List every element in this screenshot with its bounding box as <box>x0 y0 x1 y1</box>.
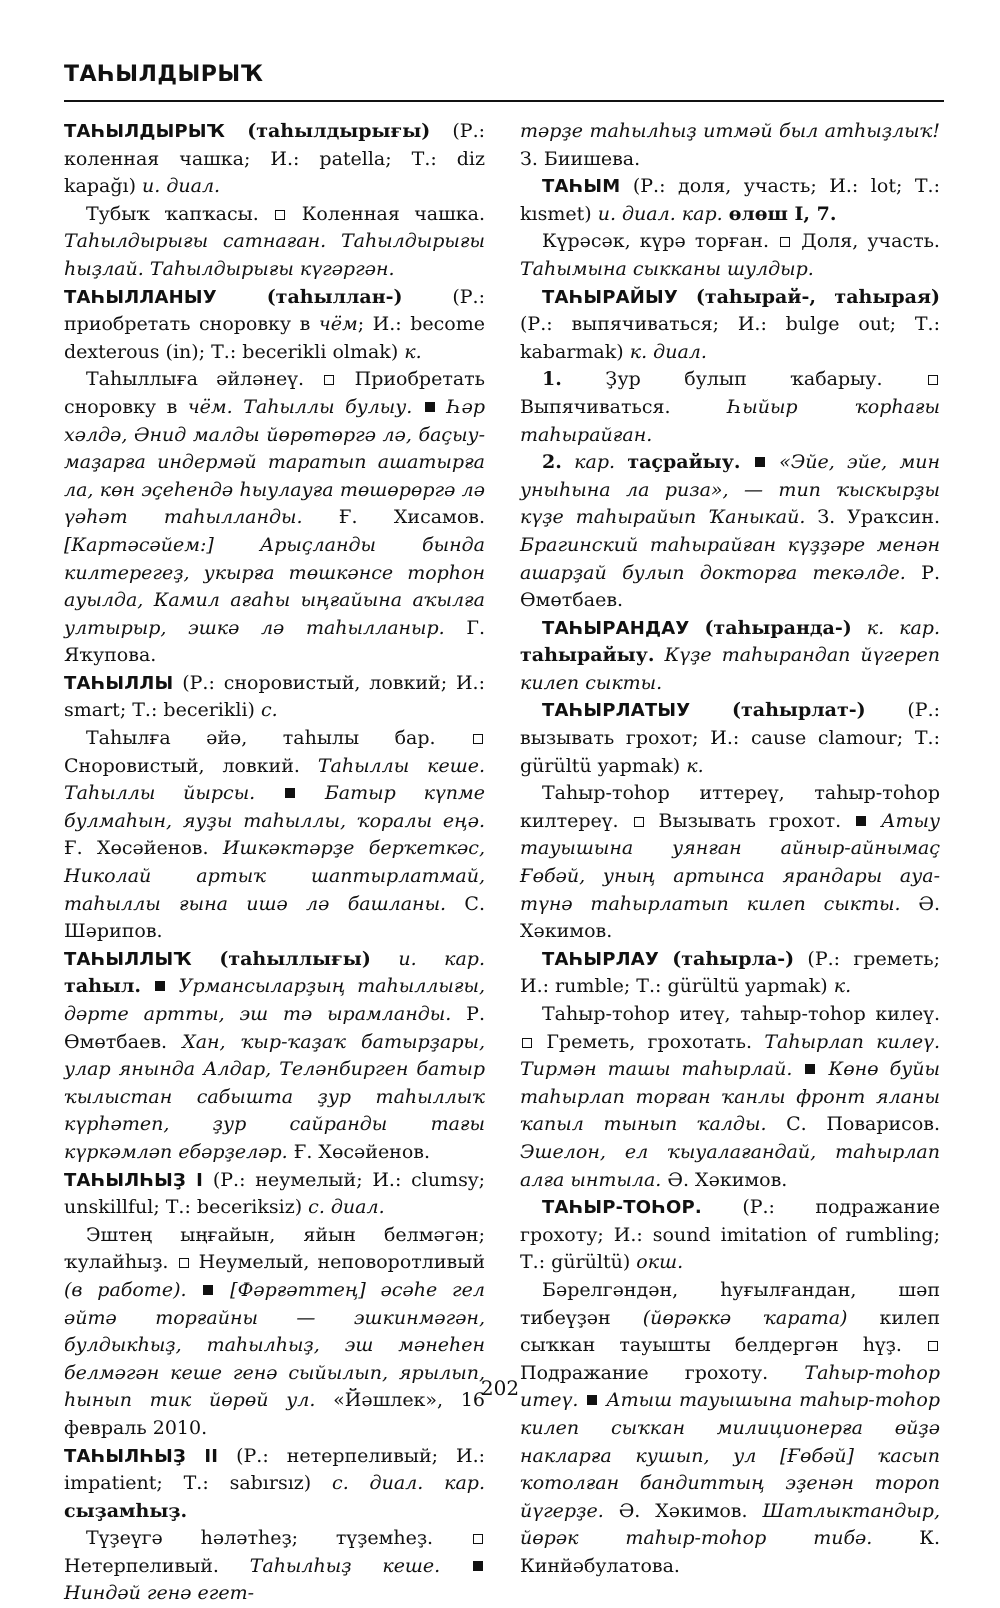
headword: ТАҺЫРАНДАУ <box>542 617 690 639</box>
sense: Бәрелгәндән, һуғылғандан, шәп тибеүҙән (йөрәккә ҡарата) килеп сыҡкан тауышты белдергән һүҙ. Подражание грохоту. Таһыр-тоһор итеү. Атыш тауышына таһыр-тоһор килеп сыҡкан милиционерға өйҙә накларға кушып, ул [Ғөбәй] ҡасып ҡотолған бандиттың эҙенән тороп йүгерҙе. Ә. Хәкимов. Шатлыктандыр, йөрәк таһыр-тоһор тибә. К. Кинйәбулатова. <box>520 1278 941 1577</box>
entry-tahylhyz-2: ТАҺЫЛҺЫҘ II (Р.: нетерпеливый; И.: impatient; Т.: sabırsız) с. диал. кар. сыҙамһыҙ. <box>64 1444 486 1522</box>
headword: ТАҺЫЛЛАНЫУ <box>64 286 217 308</box>
white-square-icon <box>473 1534 483 1544</box>
entry-tahyrandau: ТАҺЫРАНДАУ (таһыранда-) к. кар. таһырайыу. Күҙе таһырандап йүгереп килеп сыкты. <box>520 616 940 694</box>
black-square-icon <box>285 788 295 798</box>
sense: Таһыр-тоһор итеү, таһыр-тоһор килеү. Греметь, грохотать. Таһырлап килеү. Тирмән ташы таһырлай. Көнө буйы таһырлап торған ҡанлы фронт яланы ҡапыл тынып ҡалды. С. Поварисов. Эшелон, ел ҡыуалағандай, таһырлап алға ынтыла. Ә. Хәкимов. <box>520 1003 940 1191</box>
black-square-icon <box>203 1285 213 1295</box>
black-square-icon <box>155 981 165 991</box>
headword: ТАҺЫЛДЫРЫҠ <box>64 121 226 142</box>
entry-tahyrlau: ТАҺЫРЛАУ (таһырла-) (Р.: греметь; И.: rumble; Т.: gürültü yapmak) к. <box>520 947 940 998</box>
headword: ТАҺЫЛЛЫ <box>64 672 174 694</box>
continuation: тәрҙе таһылһыҙ итмәй был атһыҙлыҡ! З. Биишева. <box>520 120 940 170</box>
white-square-icon <box>928 1341 938 1351</box>
grammar-form: (таһылдырығы) <box>247 120 431 142</box>
black-square-icon <box>856 816 866 826</box>
headword: ТАҺЫРАЙЫУ <box>542 286 678 308</box>
header-rule <box>64 100 944 102</box>
white-square-icon <box>928 375 938 385</box>
entry-tahyldyryk <box>64 118 485 201</box>
headword: ТАҺЫРЛАТЫУ <box>542 700 691 722</box>
sense-2: 2. кар. таҫрайыу. «Эйе, эйе, мин уныһына ла риза», — тип ҡыскырҙы күҙе таһырайып Ҡаныкай. З. Ураҡсин. Брагинский таһырайған күҙҙәре менән ашарҙай булып докторға текәлде. Р. Өмөтбаев. <box>520 451 941 612</box>
entry-tahylhyz-1: ТАҺЫЛҺЫҘ I (Р.: неумелый; И.: clumsy; unskillful; Т.: beceriksiz) с. диал. <box>64 1168 486 1219</box>
entry-tahylly: ТАҺЫЛЛЫ (Р.: сноровистый, ловкий; И.: smart; Т.: becerikli) с. <box>64 671 485 722</box>
translations: (Р.: коленная чашка; И.: patella; Т.: diz kapağı) <box>64 120 486 198</box>
entry-tahym: ТАҺЫМ (Р.: доля, участь; И.: lot; Т.: kısmet) и. диал. кар. өлөш I, 7. <box>520 175 940 225</box>
black-square-icon <box>805 1064 815 1074</box>
black-square-icon <box>755 457 765 467</box>
sense: Тубыҡ ҡапҡасы. Коленная чашка. Таһылдырығы сатнаған. Таһылдырығы һыҙлай. Таһылдырығы күгәргән. <box>64 202 486 280</box>
headword: ТАҺЫЛҺЫҘ I <box>64 1169 204 1191</box>
sense: Түҙеүгә һәләтһеҙ; түҙемһеҙ. Нетерпеливый. Таһылһыҙ кеше. Ниндәй генә егет- <box>64 1525 485 1608</box>
headword: ТАҺЫР-ТОҺОР. <box>542 1197 702 1219</box>
black-square-icon <box>473 1561 483 1571</box>
white-square-icon <box>780 237 790 247</box>
white-square-icon <box>473 734 483 744</box>
black-square-icon <box>425 402 435 412</box>
headword: ТАҺЫМ <box>542 176 621 198</box>
entry-tahyrajyu: ТАҺЫРАЙЫУ (таһырай-, таһырая) (Р.: выпячиваться; И.: bulge out; Т.: kabarmak) к. диал. <box>520 285 940 363</box>
sense: Таһылға әйә, таһылы бар. Сноровистый, ловкий. Таһыллы кеше. Таһыллы йырсы. Батыр күпме булмаһын, яуҙы таһыллы, ҡоралы еңә. Ғ. Хөсәйенов. Ишкәктәрҙе берҡеткәс, Николай артыҡ шаптырлатмай, таһыллы ғына ишә лә башланы. С. Шәрипов. <box>64 727 486 943</box>
entry-tahyllanyu: ТАҺЫЛЛАНЫУ (таһыллан-) (Р.: приобретать сноровку в чём; И.: become dexterous (in); Т.: becerikli olmak) к. <box>64 285 485 363</box>
pos-label: и. диал. <box>142 175 221 198</box>
right-column <box>520 118 941 1577</box>
white-square-icon <box>275 210 285 220</box>
entry-tahyr-tohor: ТАҺЫР-ТОҺОР. (Р.: подражание грохоту; И.: sound imitation of rumbling; Т.: gürültü) окш. <box>520 1196 940 1274</box>
white-square-icon <box>522 1038 532 1048</box>
white-square-icon <box>324 375 334 385</box>
running-head: ТАҺЫЛДЫРЫҠ <box>64 62 264 87</box>
white-square-icon <box>179 1258 189 1268</box>
left-column <box>64 118 486 1605</box>
headword: ТАҺЫРЛАУ <box>542 948 659 970</box>
page-number: 202 <box>480 1376 520 1400</box>
sense: Таһыр-тоһор иттереү, таһыр-тоһор килтереү. Вызывать грохот. Атыу тауышына уянған айныр-айнымаҫ Ғөбәй, уның артынса ярандары ауа-түнә таһырлатып килеп сыкты. Ә. Хәкимов. <box>520 782 940 943</box>
sense: Таһыллыға әйләнеү. Приобретать сноровку в чём. Таһыллы булыу. Һәр хәлдә, Әнид малды йөрөтөргә лә, баҫыу-маҙарға индермәй таратып ашатырға ла, көн эҫеһендә һыулауға төшөрөргә лә үәһәт таһылланды. Ғ. Хисамов. [Картәсәйем:] Арыҫланды бында килтерегеҙ, укырға төшкәнсе торһон ауылда, Камил ағаһы ыңғайына аҡылға ултырыр, эшкә лә таһылланыр. Г. Яҡупова. <box>64 368 486 667</box>
sense: Эштең ыңғайын, яйын белмәгән; ҡулайһыҙ. Неумелый, неповоротливый (в работе). [Фәрғәттең] әсәһе гел әйтә торғайны — эшкинмәгән, булдыкһыҙ, таһылһыҙ, эш мәнеһен белмәгән кеше генә сыйылып, ярылып, һынып тик йөрөй ул. «Йәшлек», 16 февраль 2010. <box>64 1223 485 1439</box>
headword: ТАҺЫЛЛЫҠ <box>64 948 192 970</box>
entry-tahyrlatyu: ТАҺЫРЛАТЫУ (таһырлат-) (Р.: вызывать грохот; И.: cause clamour; Т.: gürültü yapmak) к. <box>520 699 941 777</box>
entry-tahyllyk: ТАҺЫЛЛЫҠ (таһыллығы) и. кар. таһыл. Урмансыларҙың таһыллығы, дәрте артты, эш тә ырамланды. Р. Өмөтбаев. Хан, ҡыр-ҡаҙаҡ батырҙары, улар янында Алдар, Теләнбирген батыр ҡылыстан сабышта ҙур таһыллыҡ күрһәтеп, ҙур сайранды тағы күркәмләп ебәрҙеләр. Ғ. Хөсәйенов. <box>64 947 485 1163</box>
white-square-icon <box>634 817 644 827</box>
sense-1: 1. Ҙур булып ҡабарыу. Выпячиваться. Һыйыр ҡорһағы таһырайған. <box>520 368 941 446</box>
headword: ТАҺЫЛҺЫҘ II <box>64 1445 219 1467</box>
sense: Күрәсәк, күрә торған. Доля, участь. Таһымына сыкканы шулдыр. <box>520 230 940 280</box>
